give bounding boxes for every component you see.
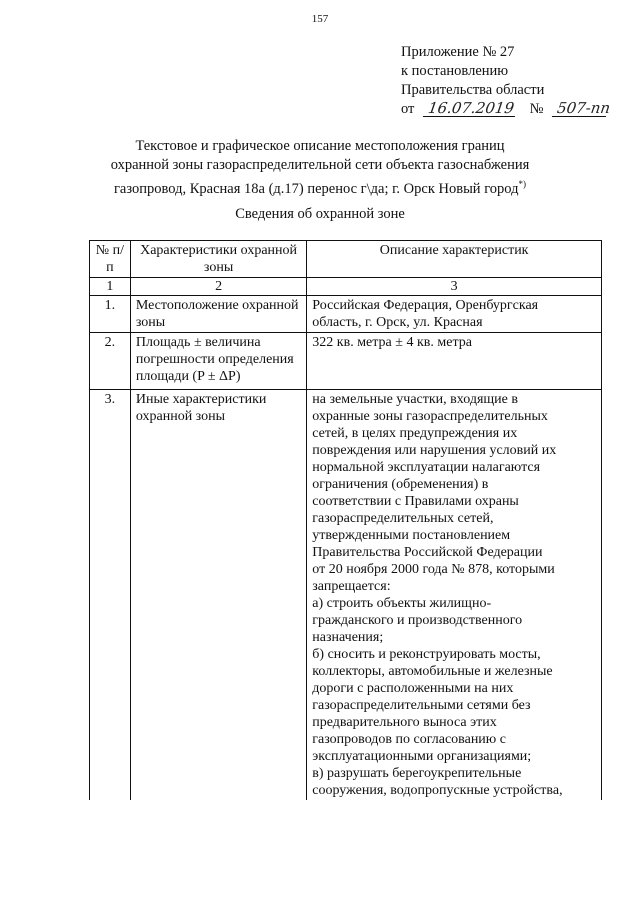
row-description — [307, 333, 602, 390]
header-characteristics: Характеристики охранной зоны — [130, 241, 306, 278]
description-line: охранные зоны газораспределительных — [312, 409, 548, 424]
page-number: 157 — [311, 13, 329, 25]
handwritten-date: 16.07.2019 — [423, 101, 517, 117]
row-number: 3. — [90, 390, 131, 801]
description-line: запрещается: — [312, 579, 391, 594]
description-line: газораспределительными сетями без — [312, 698, 531, 713]
appendix-date-number — [401, 99, 612, 119]
date-prefix: от — [401, 101, 415, 117]
row-characteristic: Местоположение охранной зоны — [130, 296, 306, 333]
row-description — [307, 390, 602, 801]
description-line: предварительного выноса этих — [312, 715, 497, 730]
number-prefix: № — [529, 101, 544, 117]
title-line-3 — [70, 175, 570, 199]
description-line: эксплуатационными организациями; — [312, 749, 532, 764]
description-line: сетей, в целях предупреждения их — [312, 426, 518, 441]
section-title: Сведения об охранной зоне — [235, 206, 405, 222]
table-row — [90, 390, 602, 801]
column-number-1: 1 — [90, 278, 131, 296]
description-line: газопроводов по согласованию с — [312, 732, 506, 747]
title-line-3-text: газопровод, Красная 18а (д.17) перенос г\да; г. Орск Новый город — [113, 180, 519, 197]
row-characteristic: Площадь ± величина погрешности определения площади (P ± ΔP) — [130, 333, 306, 390]
description-line: Правительства Российской Федерации — [312, 545, 543, 560]
handwritten-number: 507-пп — [552, 101, 608, 117]
table-header-row — [90, 241, 602, 278]
description-line: назначения; — [312, 630, 384, 645]
protection-zone-table — [89, 240, 602, 800]
description-line: б) сносить и реконструировать мосты, — [312, 647, 541, 662]
column-number-2: 2 — [130, 278, 306, 296]
appendix-resolution-ref: к постановлению — [401, 63, 509, 79]
description-line: утвержденными постановлением — [312, 528, 511, 543]
description-line: гражданского и производственного — [312, 613, 523, 628]
row-number: 1. — [90, 296, 131, 333]
description-line: дороги с расположенными на них — [312, 681, 514, 696]
column-number-3: 3 — [307, 278, 602, 296]
title-line-2: охранной зоны газораспределительной сети объекта газоснабжения — [110, 157, 530, 173]
description-line: нормальной эксплуатации налагаются — [312, 460, 541, 475]
description-line: коллекторы, автомобильные и железные — [312, 664, 553, 679]
footnote-mark: *) — [518, 179, 526, 189]
description-line: повреждения или нарушения условий их — [312, 443, 557, 458]
description-line: сооружения, водопропускные устройства, — [312, 783, 563, 798]
description-line: ограничения (обременения) в — [312, 477, 489, 492]
description-line: 322 кв. метра ± 4 кв. метра — [312, 335, 472, 350]
header-description: Описание характеристик — [307, 241, 602, 278]
row-description — [307, 296, 602, 333]
description-line: Российская Федерация, Оренбургская — [312, 298, 539, 313]
description-line: область, г. Орск, ул. Красная — [312, 315, 483, 330]
description-line: соответствии с Правилами охраны — [312, 494, 519, 509]
description-line: а) строить объекты жилищно- — [312, 596, 492, 611]
table-row — [90, 296, 602, 333]
row-characteristic: Иные характеристики охранной зоны — [130, 390, 306, 801]
document-title — [70, 137, 570, 199]
description-line: на земельные участки, входящие в — [312, 392, 519, 407]
row-number: 2. — [90, 333, 131, 390]
title-line-1: Текстовое и графическое описание местоположения границ — [135, 138, 505, 154]
description-line: в) разрушать берегоукрепительные — [312, 766, 522, 781]
appendix-header — [401, 43, 612, 119]
header-number: № п/п — [90, 241, 131, 278]
description-line: газораспределительных сетей, — [312, 511, 494, 526]
appendix-authority: Правительства области — [401, 82, 545, 98]
table-row — [90, 333, 602, 390]
description-line: от 20 ноября 2000 года № 878, которыми — [312, 562, 555, 577]
appendix-title: Приложение № 27 — [401, 44, 515, 60]
column-number-row — [90, 278, 602, 296]
